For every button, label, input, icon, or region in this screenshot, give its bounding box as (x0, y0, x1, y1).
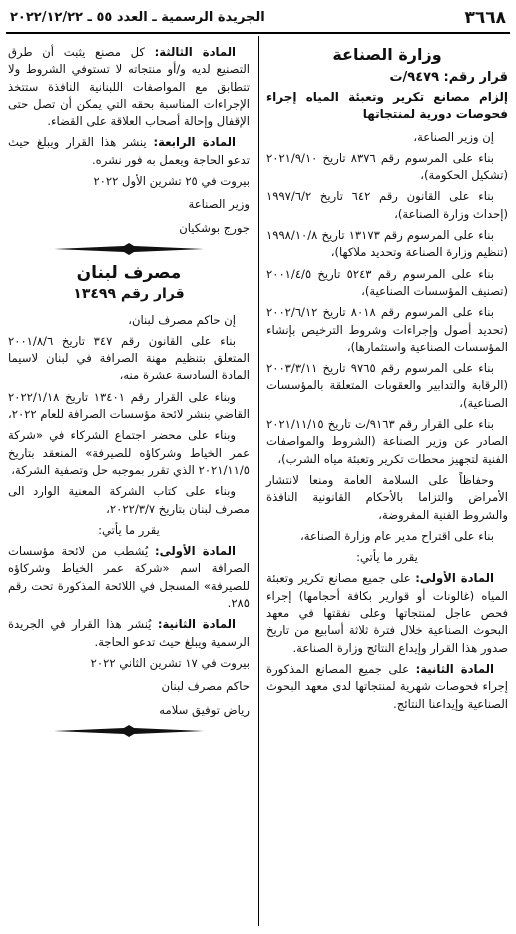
bank-resolves: يقرر ما يأتي: (98, 522, 160, 537)
decision-number: قرار رقم: ٩٤٧٩/ت (389, 70, 508, 86)
consideration: بناء على المرسوم رقم ٩٧٦٥ تاريخ ٢٠٠٣/٣/١١ (الرقابة والتدابير والعقوبات المتعلقة بالمؤسسات الصناعية)، (266, 361, 508, 410)
article-3-text: كل مصنع يثبت أن طرق التصنيع لديه و/أو منتجاته لا تستوفي الشروط ولا تتطابق مع المواصفات اللبنانية النافذة ستتخذ الإجراءات المناسبة بحقه التي يمكن أن تصل حتى الإقفال وإحالة أصحاب العلاقة على القضاء. (8, 45, 250, 129)
consideration: بناء على القانون رقم ٦٤٢ تاريخ ١٩٩٧/٦/٢ (إحداث وزارة الصناعة)، (266, 189, 508, 221)
bank-article-2-text: يُنشر هذا القرار في الجريدة الرسمية ويبلغ حيث تدعو الحاجة. (8, 617, 250, 649)
article-2-text: على جميع المصانع المذكورة إجراء فحوصات شهرية لمنتجاتها لدى معهد البحوث الصناعية وإيداعنا النتائج. (266, 661, 508, 711)
consideration: بناء على المرسوم رقم ٨٣٧٦ تاريخ ٢٠٢١/٩/١٠ (تشكيل الحكومة)، (266, 150, 508, 183)
article-4-text: ينشر هذا القرار ويبلغ حيث تدعو الحاجة ويعمل به فور نشره. (8, 135, 250, 167)
consideration: بناء على القرار رقم ٩١٦٣/ت تاريخ ٢٠٢١/١١/١٥ الصادر عن وزير الصناعة (الشروط والمواصفات الفنية لتجهيز محطات تكرير وتعبئة مياه الشرب)، (266, 417, 508, 466)
divider-ornament (54, 243, 204, 255)
consideration: بناء على المرسوم رقم ٨٠١٨ تاريخ ٢٠٠٢/٦/١٢ (تحديد أصول وإجراءات وشروط الترخيص بإنشاء المؤسسات الصناعية واستثمارها)، (266, 305, 508, 354)
article-1-text: على جميع مصانع تكرير وتعبئة المياه (غالونات أو قوارير بكافة أحجامها) إجراء فحص عاجل لمنتجاتها وعلى نفقتها في معهد البحوث الصناعية خلال فترة ثلاثة أسابيع من تاريخ صدور هذا القرار وإيداع النتائج وزارة الصناعة. (266, 571, 508, 655)
bank-signer-title: حاكم مصرف لبنان (161, 679, 250, 694)
signer-title: وزير الصناعة (188, 197, 250, 212)
consideration: بناء على المرسوم رقم ٥٢٤٣ تاريخ ٢٠٠١/٤/٥ (تصنيف المؤسسات الصناعية)، (266, 266, 508, 298)
article-2 (266, 661, 508, 713)
bank-title: مصرف لبنان (76, 262, 182, 283)
opening-line: إن وزير الصناعة، (413, 129, 494, 144)
bank-signer-name: رياض توفيق سلامه (159, 702, 250, 717)
issue-date: بيروت في ٢٥ تشرين الأول ٢٠٢٢ (93, 174, 250, 189)
bank-consideration: وبناء على كتاب الشركة المعنية الوارد الى مصرف لبنان بتاريخ ٢٠٢٢/٣/٧، (8, 484, 250, 516)
bank-decision-number: قرار رقم ١٣٤٩٩ (73, 286, 185, 303)
bank-consideration: وبناء على القرار رقم ١٣٤٠١ تاريخ ٢٠٢٢/١/١٨ القاضي بنشر لائحة مؤسسات الصرافة للعام ٢٠٢٢، (7, 389, 250, 422)
article-1-label: المادة الأولى: (415, 571, 494, 586)
bank-consideration: وبناء على محضر اجتماع الشركاء في «شركة عمر الخياط وشركاؤه للصيرفة» المنعقد بتاريخ ٢٠٢١/١١/٥ الذي تقرر بموجبه حل وتصفية الشركة، (8, 428, 250, 477)
bank-opening: إن حاكم مصرف لبنان، (128, 312, 236, 327)
left-column (8, 44, 250, 747)
bank-article-1 (8, 543, 250, 612)
article-3 (8, 44, 250, 130)
article-4-label: المادة الرابعة: (153, 135, 236, 150)
bank-issue-date: بيروت في ١٧ تشرين الثاني ٢٠٢٢ (90, 655, 250, 670)
article-3-label: المادة الثالثة: (154, 45, 237, 59)
resolves-line: يقرر ما يأتي: (356, 550, 418, 565)
gazette-issue: الجريدة الرسمية ـ العدد ٥٥ ـ ٢٠٢٢/١٢/٢٢ (10, 10, 265, 25)
decision-subject: إلزام مصانع تكرير وتعبئة المياه إجراء فحوصات دورية لمنتجاتها (266, 89, 508, 121)
article-4 (8, 134, 250, 169)
signer-name: جورج بوشكيان (179, 220, 250, 235)
page-header (6, 8, 510, 30)
ministry-title: وزارة الصناعة (332, 45, 442, 64)
consideration: وحفاظاً على السلامة العامة ومنعا لانتشار الأمراض والتزاما بالأحكام القانونية النافذة والشروط الفنية المفروضة، (266, 472, 508, 522)
bank-article-1-text: يُشطب من لائحة مؤسسات الصرافة اسم «شركة عمر الخياط وشركاؤه للصيرفة» المسجل في اللائحة المذكورة تحت رقم ٢٨٥. (8, 544, 250, 611)
bank-article-2 (8, 616, 250, 651)
page-number: ٣٦٦٨ (464, 8, 506, 28)
bank-article-1-label: المادة الأولى: (155, 544, 236, 559)
bank-consideration: بناء على القانون رقم ٣٤٧ تاريخ ٢٠٠١/٨/٦ المتعلق بتنظيم مهنة الصرافة في لبنان لاسيما المادة السادسة عشرة منه، (8, 333, 250, 383)
bank-article-2-label: المادة الثانية: (157, 617, 237, 632)
column-divider (258, 36, 259, 926)
consideration: بناء على اقتراح مدير عام وزارة الصناعة، (300, 528, 494, 543)
consideration: بناء على المرسوم رقم ١٣١٧٣ تاريخ ١٩٩٨/١٠/٨ (تنظيم وزارة الصناعة وتحديد ملاكها)، (266, 228, 508, 260)
article-2-label: المادة الثانية: (415, 661, 494, 676)
right-column (266, 44, 508, 717)
divider-ornament (54, 725, 204, 737)
header-rule (6, 32, 510, 34)
article-1 (266, 570, 508, 656)
